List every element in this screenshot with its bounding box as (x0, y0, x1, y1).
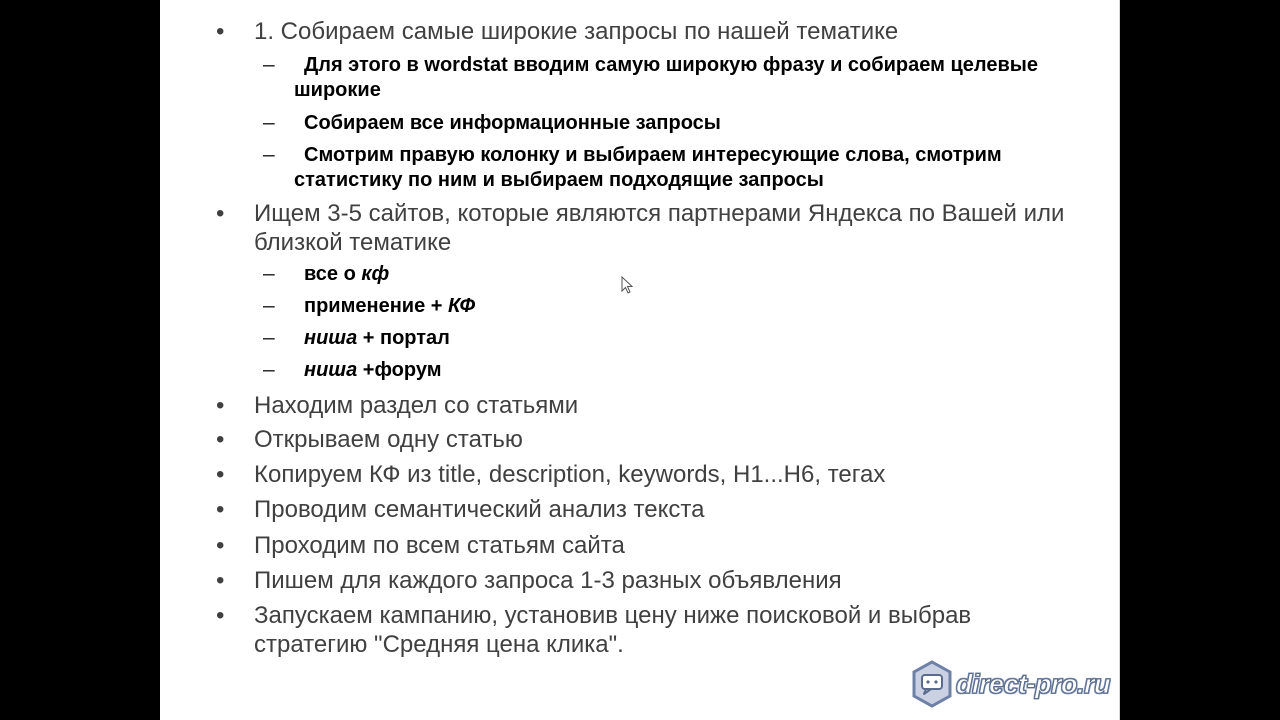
bullet-text: Ищем 3-5 сайтов, которые являются партнерами Яндекса по Вашей или близкой тематике (254, 200, 1065, 256)
bullet-marker: • (216, 532, 225, 559)
bullet-marker: • (216, 392, 225, 419)
bullet-marker: • (216, 200, 225, 227)
sub-item-text: ниша + портал (304, 327, 450, 349)
bullet-text: Пишем для каждого запроса 1-3 разных объявления (254, 567, 842, 594)
mouse-pointer-icon (621, 276, 635, 296)
dash-marker: – (263, 294, 275, 317)
sub-item-text: применение + КФ (304, 295, 476, 317)
bullet-marker: • (216, 426, 225, 453)
bullet-marker: • (216, 18, 225, 45)
dash-marker: – (263, 53, 275, 76)
watermark-text: direct-pro.ru (956, 669, 1111, 699)
sub-item-text: все о кф (304, 263, 390, 285)
dash-marker: – (263, 111, 275, 134)
bullet-marker: • (216, 461, 225, 488)
bullet-text: Копируем КФ из title, description, keywords, H1...H6, тегах (254, 461, 886, 488)
bullet-text: Находим раздел со статьями (254, 392, 579, 419)
dash-marker: – (263, 262, 275, 285)
bullet-text: Проходим по всем статьям сайта (254, 532, 625, 559)
sub-item-text: Собираем все информационные запросы (304, 112, 721, 134)
sub-item-text: Смотрим правую колонку и выбираем интересующие слова, смотрим статистику по ним и выбираем подходящие запросы (294, 144, 1002, 191)
bullet-marker: • (216, 567, 225, 594)
bullet-text: Проводим семантический анализ текста (254, 496, 705, 523)
dash-marker: – (263, 326, 275, 349)
dash-marker: – (263, 358, 275, 381)
sub-item-text: ниша +форум (304, 359, 442, 381)
sub-item-text: Для этого в wordstat вводим самую широкую фразу и собираем целевые широкие (294, 54, 1038, 101)
chat-bubble-icon (910, 660, 954, 708)
bullet-text: Запускаем кампанию, установив цену ниже поисковой и выбрав стратегию "Средняя цена клика". (254, 602, 972, 658)
slide (160, 0, 1120, 720)
watermark-logo (910, 658, 1110, 712)
bullet-marker: • (216, 496, 225, 523)
slide-border (1119, 0, 1120, 720)
bullet-text: Открываем одну статью (254, 426, 523, 453)
bullet-text: 1. Собираем самые широкие запросы по нашей тематике (254, 18, 899, 45)
dash-marker: – (263, 143, 275, 166)
bullet-marker: • (216, 602, 225, 629)
